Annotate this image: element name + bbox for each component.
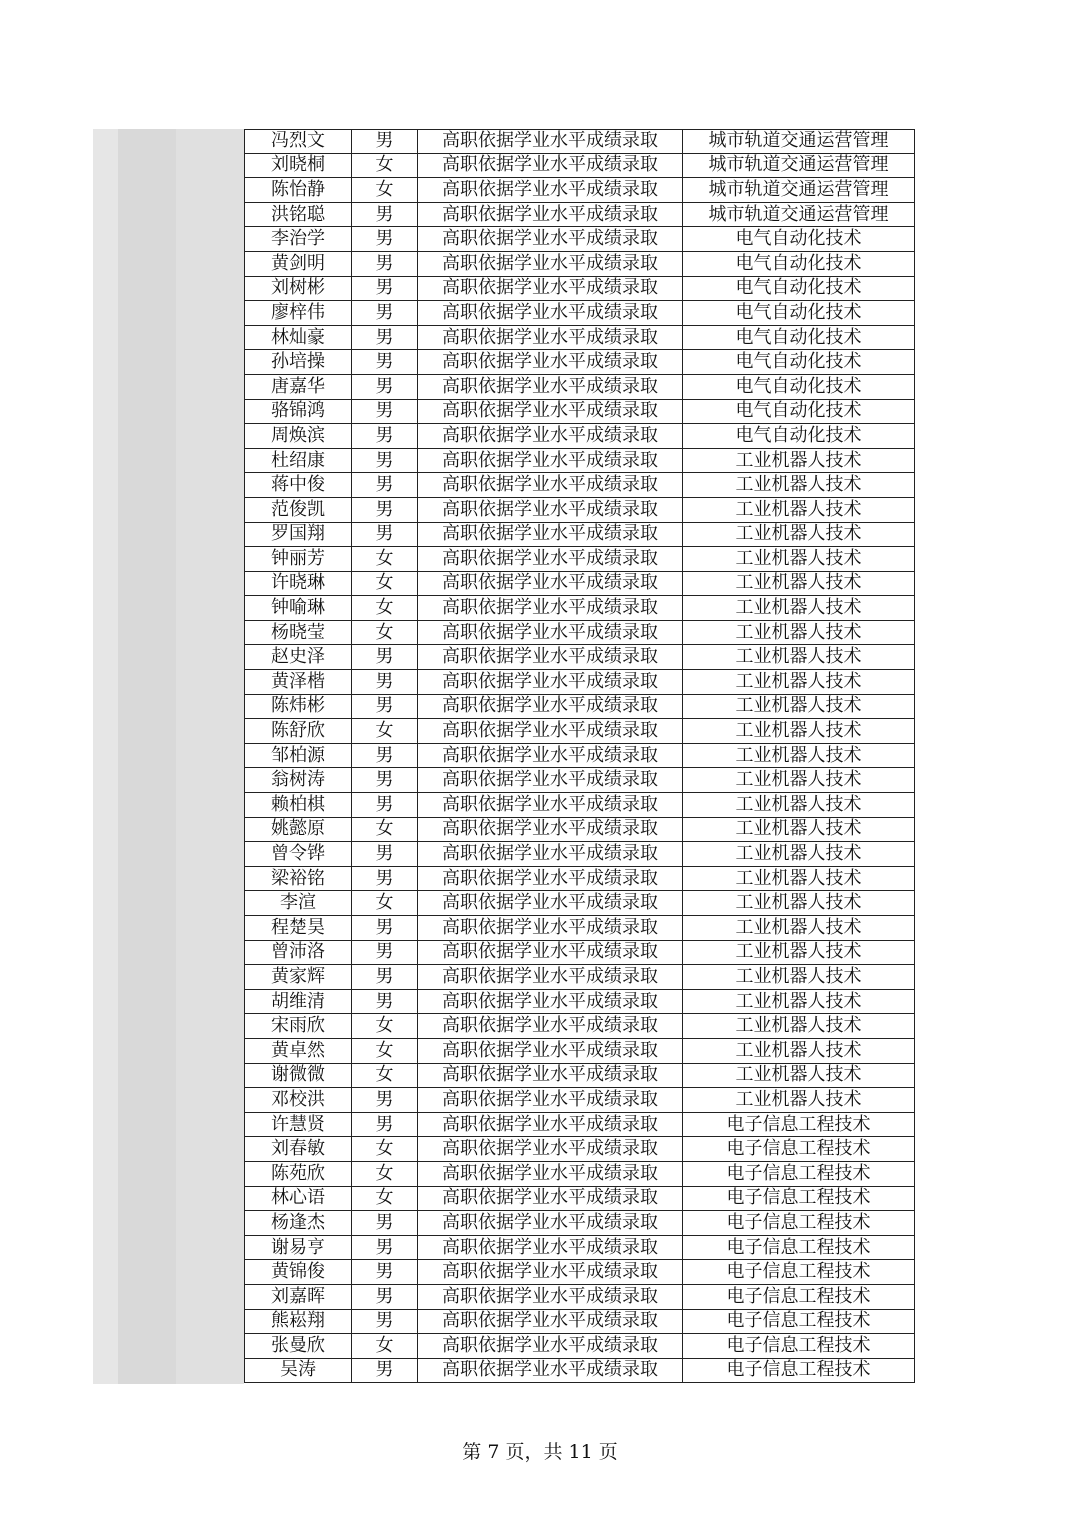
sex-cell: 男 (351, 793, 417, 818)
major-cell: 城市轨道交通运营管理 (682, 203, 915, 228)
admission-type-cell: 高职依据学业水平成绩录取 (417, 596, 682, 621)
admission-type-cell: 高职依据学业水平成绩录取 (417, 965, 682, 990)
major-cell: 电气自动化技术 (682, 277, 915, 302)
sex-cell: 男 (351, 203, 417, 228)
admission-type-cell: 高职依据学业水平成绩录取 (417, 941, 682, 966)
name-cell: 刘晓桐 (244, 154, 351, 179)
redacted-columns (93, 129, 244, 1384)
name-cell: 梁裕铭 (244, 867, 351, 892)
admission-type-cell: 高职依据学业水平成绩录取 (417, 1014, 682, 1039)
sex-cell: 男 (351, 523, 417, 548)
major-cell: 城市轨道交通运营管理 (682, 154, 915, 179)
major-cell: 工业机器人技术 (682, 1088, 915, 1113)
major-cell: 工业机器人技术 (682, 1039, 915, 1064)
sex-cell: 女 (351, 891, 417, 916)
major-cell: 工业机器人技术 (682, 719, 915, 744)
major-cell: 电子信息工程技术 (682, 1285, 915, 1310)
major-cell: 工业机器人技术 (682, 941, 915, 966)
name-cell: 程楚昊 (244, 916, 351, 941)
admission-type-cell: 高职依据学业水平成绩录取 (417, 1310, 682, 1335)
sex-cell: 男 (351, 326, 417, 351)
admission-type-cell: 高职依据学业水平成绩录取 (417, 547, 682, 572)
name-cell: 林心语 (244, 1187, 351, 1212)
sex-cell: 男 (351, 277, 417, 302)
name-cell: 曾令铧 (244, 842, 351, 867)
major-cell: 工业机器人技术 (682, 916, 915, 941)
admission-type-cell: 高职依据学业水平成绩录取 (417, 1211, 682, 1236)
sex-cell: 女 (351, 1334, 417, 1359)
admission-type-cell: 高职依据学业水平成绩录取 (417, 768, 682, 793)
admission-type-cell: 高职依据学业水平成绩录取 (417, 1285, 682, 1310)
major-cell: 电气自动化技术 (682, 301, 915, 326)
major-cell: 工业机器人技术 (682, 842, 915, 867)
major-cell: 工业机器人技术 (682, 695, 915, 720)
major-cell: 电子信息工程技术 (682, 1187, 915, 1212)
major-cell: 工业机器人技术 (682, 965, 915, 990)
major-cell: 工业机器人技术 (682, 449, 915, 474)
major-cell: 电气自动化技术 (682, 375, 915, 400)
admission-type-cell: 高职依据学业水平成绩录取 (417, 1260, 682, 1285)
redacted-strip (118, 129, 176, 1384)
admission-type-cell: 高职依据学业水平成绩录取 (417, 227, 682, 252)
name-cell: 邹柏源 (244, 744, 351, 769)
name-cell: 张曼欣 (244, 1334, 351, 1359)
name-cell: 曾沛洛 (244, 941, 351, 966)
major-cell: 电子信息工程技术 (682, 1334, 915, 1359)
admission-type-cell: 高职依据学业水平成绩录取 (417, 1039, 682, 1064)
sex-cell: 女 (351, 1014, 417, 1039)
page-footer: 第 7 页，共 11 页 (462, 1441, 618, 1463)
sex-cell: 女 (351, 1137, 417, 1162)
major-cell: 工业机器人技术 (682, 523, 915, 548)
sex-cell: 女 (351, 1187, 417, 1212)
major-cell: 工业机器人技术 (682, 645, 915, 670)
admission-type-cell: 高职依据学业水平成绩录取 (417, 1236, 682, 1261)
name-cell: 杨晓莹 (244, 621, 351, 646)
sex-cell: 男 (351, 400, 417, 425)
admission-type-cell: 高职依据学业水平成绩录取 (417, 1113, 682, 1138)
admission-type-cell: 高职依据学业水平成绩录取 (417, 1334, 682, 1359)
name-cell: 黄锦俊 (244, 1260, 351, 1285)
sex-cell: 男 (351, 375, 417, 400)
redacted-strip (176, 129, 244, 1384)
name-cell: 孙培操 (244, 350, 351, 375)
major-cell: 工业机器人技术 (682, 473, 915, 498)
admission-type-cell: 高职依据学业水平成绩录取 (417, 326, 682, 351)
admission-type-cell: 高职依据学业水平成绩录取 (417, 695, 682, 720)
name-cell: 黄剑明 (244, 252, 351, 277)
sex-cell: 男 (351, 916, 417, 941)
admission-type-cell: 高职依据学业水平成绩录取 (417, 1359, 682, 1384)
major-cell: 电子信息工程技术 (682, 1236, 915, 1261)
admission-type-cell: 高职依据学业水平成绩录取 (417, 793, 682, 818)
sex-cell: 男 (351, 867, 417, 892)
name-cell: 胡维清 (244, 990, 351, 1015)
name-cell: 罗国翔 (244, 523, 351, 548)
name-cell: 李渲 (244, 891, 351, 916)
name-cell: 钟丽芳 (244, 547, 351, 572)
major-cell: 工业机器人技术 (682, 547, 915, 572)
major-cell: 工业机器人技术 (682, 768, 915, 793)
admission-type-cell: 高职依据学业水平成绩录取 (417, 154, 682, 179)
major-cell: 电子信息工程技术 (682, 1211, 915, 1236)
major-cell: 工业机器人技术 (682, 793, 915, 818)
name-cell: 赖柏棋 (244, 793, 351, 818)
sex-cell: 男 (351, 301, 417, 326)
admission-type-cell: 高职依据学业水平成绩录取 (417, 867, 682, 892)
admission-type-cell: 高职依据学业水平成绩录取 (417, 252, 682, 277)
major-cell: 电气自动化技术 (682, 400, 915, 425)
admission-type-cell: 高职依据学业水平成绩录取 (417, 1064, 682, 1089)
major-cell: 工业机器人技术 (682, 596, 915, 621)
sex-cell: 男 (351, 744, 417, 769)
sex-cell: 男 (351, 965, 417, 990)
admission-type-cell: 高职依据学业水平成绩录取 (417, 990, 682, 1015)
name-cell: 许慧贤 (244, 1113, 351, 1138)
admission-type-cell: 高职依据学业水平成绩录取 (417, 301, 682, 326)
sex-cell: 女 (351, 719, 417, 744)
name-cell: 姚懿原 (244, 818, 351, 843)
name-cell: 洪铭聪 (244, 203, 351, 228)
sex-cell: 女 (351, 818, 417, 843)
admission-type-cell: 高职依据学业水平成绩录取 (417, 523, 682, 548)
admission-type-cell: 高职依据学业水平成绩录取 (417, 572, 682, 597)
name-cell: 林灿豪 (244, 326, 351, 351)
sex-cell: 女 (351, 1064, 417, 1089)
admission-type-cell: 高职依据学业水平成绩录取 (417, 1088, 682, 1113)
name-cell: 宋雨欣 (244, 1014, 351, 1039)
name-cell: 廖梓伟 (244, 301, 351, 326)
major-cell: 电气自动化技术 (682, 227, 915, 252)
major-cell: 电子信息工程技术 (682, 1260, 915, 1285)
redacted-strip (93, 129, 118, 1384)
name-cell: 骆锦鸿 (244, 400, 351, 425)
admission-type-cell: 高职依据学业水平成绩录取 (417, 129, 682, 154)
name-cell: 陈炜彬 (244, 695, 351, 720)
admission-type-cell: 高职依据学业水平成绩录取 (417, 350, 682, 375)
admission-type-cell: 高职依据学业水平成绩录取 (417, 744, 682, 769)
sex-cell: 男 (351, 990, 417, 1015)
admission-type-cell: 高职依据学业水平成绩录取 (417, 645, 682, 670)
sex-cell: 男 (351, 941, 417, 966)
major-cell: 工业机器人技术 (682, 867, 915, 892)
major-cell: 工业机器人技术 (682, 990, 915, 1015)
major-cell: 城市轨道交通运营管理 (682, 129, 915, 154)
major-cell: 工业机器人技术 (682, 621, 915, 646)
sex-cell: 女 (351, 572, 417, 597)
major-cell: 电子信息工程技术 (682, 1137, 915, 1162)
sex-cell: 男 (351, 1285, 417, 1310)
name-cell: 黄家辉 (244, 965, 351, 990)
name-cell: 刘春敏 (244, 1137, 351, 1162)
sex-cell: 男 (351, 670, 417, 695)
sex-cell: 男 (351, 449, 417, 474)
name-cell: 黄泽楷 (244, 670, 351, 695)
sex-cell: 女 (351, 547, 417, 572)
major-cell: 工业机器人技术 (682, 818, 915, 843)
sex-cell: 男 (351, 1113, 417, 1138)
major-cell: 电子信息工程技术 (682, 1162, 915, 1187)
name-cell: 熊崧翔 (244, 1310, 351, 1335)
major-cell: 工业机器人技术 (682, 1064, 915, 1089)
major-cell: 城市轨道交通运营管理 (682, 178, 915, 203)
sex-cell: 男 (351, 1211, 417, 1236)
sex-cell: 女 (351, 178, 417, 203)
admission-type-cell: 高职依据学业水平成绩录取 (417, 424, 682, 449)
major-cell: 工业机器人技术 (682, 572, 915, 597)
admission-type-cell: 高职依据学业水平成绩录取 (417, 178, 682, 203)
admission-type-cell: 高职依据学业水平成绩录取 (417, 916, 682, 941)
major-cell: 工业机器人技术 (682, 1014, 915, 1039)
sex-cell: 男 (351, 1236, 417, 1261)
major-cell: 电子信息工程技术 (682, 1113, 915, 1138)
major-cell: 电子信息工程技术 (682, 1310, 915, 1335)
name-cell: 杨逢杰 (244, 1211, 351, 1236)
admission-type-cell: 高职依据学业水平成绩录取 (417, 375, 682, 400)
sex-cell: 男 (351, 424, 417, 449)
sex-cell: 男 (351, 227, 417, 252)
sex-cell: 男 (351, 473, 417, 498)
major-cell: 电气自动化技术 (682, 326, 915, 351)
sex-cell: 男 (351, 1310, 417, 1335)
sex-cell: 男 (351, 695, 417, 720)
sex-cell: 女 (351, 621, 417, 646)
admission-type-cell: 高职依据学业水平成绩录取 (417, 670, 682, 695)
admission-type-cell: 高职依据学业水平成绩录取 (417, 498, 682, 523)
name-cell: 唐嘉华 (244, 375, 351, 400)
name-cell: 陈舒欣 (244, 719, 351, 744)
name-cell: 谢易亨 (244, 1236, 351, 1261)
name-cell: 杜绍康 (244, 449, 351, 474)
admission-type-cell: 高职依据学业水平成绩录取 (417, 842, 682, 867)
major-cell: 电子信息工程技术 (682, 1359, 915, 1384)
sex-cell: 女 (351, 154, 417, 179)
name-cell: 翁树涛 (244, 768, 351, 793)
name-cell: 蒋中俊 (244, 473, 351, 498)
admission-type-cell: 高职依据学业水平成绩录取 (417, 719, 682, 744)
sex-cell: 男 (351, 129, 417, 154)
admission-type-cell: 高职依据学业水平成绩录取 (417, 1137, 682, 1162)
name-cell: 赵史泽 (244, 645, 351, 670)
major-cell: 电气自动化技术 (682, 424, 915, 449)
name-cell: 范俊凯 (244, 498, 351, 523)
sex-cell: 男 (351, 498, 417, 523)
admission-type-cell: 高职依据学业水平成绩录取 (417, 1187, 682, 1212)
major-cell: 工业机器人技术 (682, 891, 915, 916)
admission-table (93, 129, 915, 1383)
name-cell: 周焕滨 (244, 424, 351, 449)
admission-type-cell: 高职依据学业水平成绩录取 (417, 621, 682, 646)
sex-cell: 男 (351, 842, 417, 867)
name-cell: 黄卓然 (244, 1039, 351, 1064)
admission-type-cell: 高职依据学业水平成绩录取 (417, 818, 682, 843)
admission-type-cell: 高职依据学业水平成绩录取 (417, 400, 682, 425)
sex-cell: 女 (351, 1039, 417, 1064)
sex-cell: 男 (351, 252, 417, 277)
admission-type-cell: 高职依据学业水平成绩录取 (417, 473, 682, 498)
name-cell: 冯烈文 (244, 129, 351, 154)
admission-type-cell: 高职依据学业水平成绩录取 (417, 891, 682, 916)
name-cell: 邓校洪 (244, 1088, 351, 1113)
major-cell: 工业机器人技术 (682, 744, 915, 769)
admission-type-cell: 高职依据学业水平成绩录取 (417, 449, 682, 474)
sex-cell: 女 (351, 596, 417, 621)
major-cell: 工业机器人技术 (682, 498, 915, 523)
sex-cell: 男 (351, 645, 417, 670)
name-cell: 陈怡静 (244, 178, 351, 203)
sex-cell: 男 (351, 1359, 417, 1384)
name-cell: 谢微微 (244, 1064, 351, 1089)
admission-type-cell: 高职依据学业水平成绩录取 (417, 277, 682, 302)
name-cell: 刘树彬 (244, 277, 351, 302)
sex-cell: 男 (351, 768, 417, 793)
major-cell: 电气自动化技术 (682, 350, 915, 375)
admission-type-cell: 高职依据学业水平成绩录取 (417, 203, 682, 228)
name-cell: 陈苑欣 (244, 1162, 351, 1187)
admission-type-cell: 高职依据学业水平成绩录取 (417, 1162, 682, 1187)
major-cell: 工业机器人技术 (682, 670, 915, 695)
sex-cell: 男 (351, 1260, 417, 1285)
sex-cell: 男 (351, 350, 417, 375)
name-cell: 刘嘉晖 (244, 1285, 351, 1310)
name-cell: 许晓琳 (244, 572, 351, 597)
name-cell: 钟喻琳 (244, 596, 351, 621)
sex-cell: 女 (351, 1162, 417, 1187)
name-cell: 李治学 (244, 227, 351, 252)
sex-cell: 男 (351, 1088, 417, 1113)
major-cell: 电气自动化技术 (682, 252, 915, 277)
name-cell: 吴涛 (244, 1359, 351, 1384)
